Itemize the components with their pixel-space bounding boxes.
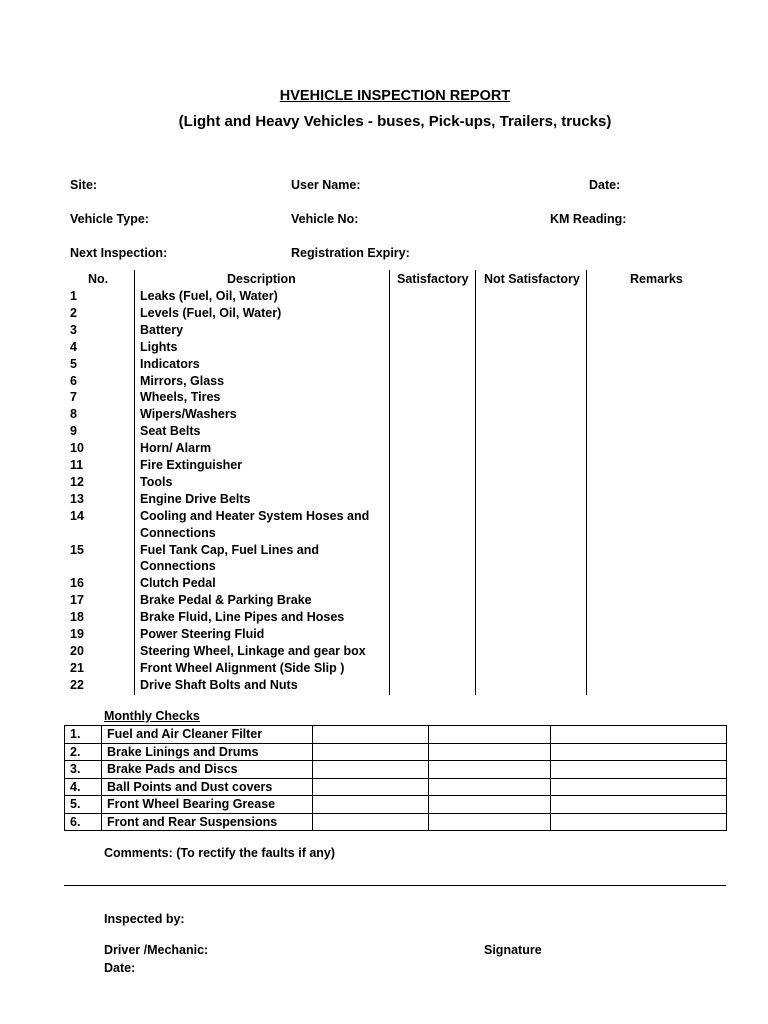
not-satisfactory-cell[interactable] bbox=[429, 743, 551, 761]
satisfactory-cell[interactable] bbox=[313, 813, 429, 831]
footer-date-label: Date: bbox=[104, 961, 136, 975]
row-number: 19 bbox=[70, 627, 84, 641]
monthly-row-description: Ball Points and Dust covers bbox=[102, 778, 313, 796]
row-number: 3 bbox=[70, 322, 77, 337]
header-not-satisfactory: Not Satisfactory bbox=[484, 272, 580, 286]
row-description-continued: Connections bbox=[140, 525, 216, 540]
row-description: Seat Belts bbox=[140, 424, 201, 439]
table-row-continuation bbox=[0, 559, 768, 576]
row-description: Tools bbox=[140, 474, 173, 489]
row-number: 5 bbox=[70, 356, 77, 371]
row-number: 7 bbox=[70, 390, 77, 405]
row-number: 13 bbox=[70, 491, 84, 506]
table-row bbox=[0, 661, 768, 678]
table-row bbox=[0, 441, 768, 458]
row-number: 15 bbox=[70, 542, 84, 557]
table-row bbox=[0, 492, 768, 509]
table-row bbox=[0, 340, 768, 357]
comments-label: Comments: (To rectify the faults if any) bbox=[104, 846, 336, 860]
header-remarks: Remarks bbox=[630, 272, 683, 286]
table-row bbox=[0, 593, 768, 610]
monthly-row-number: 2. bbox=[65, 743, 102, 761]
header-no: No. bbox=[88, 272, 109, 286]
row-description: Drive Shaft Bolts and Nuts bbox=[140, 677, 298, 692]
row-number: 1 bbox=[70, 289, 77, 303]
row-description: Clutch Pedal bbox=[140, 576, 216, 591]
table-row bbox=[0, 424, 768, 441]
km-reading-label: KM Reading: bbox=[550, 212, 627, 226]
table-row bbox=[0, 374, 768, 391]
table-row bbox=[0, 627, 768, 644]
table-row bbox=[0, 509, 768, 526]
monthly-checks-heading: Monthly Checks bbox=[104, 709, 200, 723]
row-description: Engine Drive Belts bbox=[140, 491, 251, 506]
table-row bbox=[0, 644, 768, 661]
row-number: 11 bbox=[70, 458, 84, 472]
remarks-cell[interactable] bbox=[551, 726, 727, 744]
row-description: Mirrors, Glass bbox=[140, 373, 225, 388]
site-label: Site: bbox=[70, 178, 98, 192]
not-satisfactory-cell[interactable] bbox=[429, 796, 551, 814]
not-satisfactory-cell[interactable] bbox=[429, 813, 551, 831]
report-title: HVEHICLE INSPECTION REPORT bbox=[279, 88, 511, 104]
row-number: 12 bbox=[70, 474, 84, 489]
row-number: 20 bbox=[70, 643, 84, 658]
row-number: 17 bbox=[70, 593, 84, 608]
header-satisfactory: Satisfactory bbox=[397, 272, 469, 286]
vehicle-type-label: Vehicle Type: bbox=[70, 212, 149, 226]
monthly-row-number: 6. bbox=[65, 813, 102, 831]
monthly-row-description: Front Wheel Bearing Grease bbox=[102, 796, 313, 814]
table-row bbox=[0, 610, 768, 627]
monthly-row-description: Fuel and Air Cleaner Filter bbox=[102, 726, 313, 744]
table-row bbox=[0, 543, 768, 560]
row-description: Front Wheel Alignment (Side Slip ) bbox=[140, 660, 345, 675]
row-description: Power Steering Fluid bbox=[140, 627, 265, 641]
user-name-label: User Name: bbox=[291, 178, 361, 192]
comments-line bbox=[64, 885, 726, 886]
monthly-row-number: 4. bbox=[65, 778, 102, 796]
row-number: 22 bbox=[70, 677, 84, 692]
header-description: Description bbox=[227, 272, 296, 286]
monthly-row bbox=[65, 796, 727, 814]
remarks-cell[interactable] bbox=[551, 796, 727, 814]
table-row bbox=[0, 475, 768, 492]
report-subtitle: (Light and Heavy Vehicles - buses, Pick-ups, Trailers, trucks) bbox=[178, 113, 612, 130]
not-satisfactory-cell[interactable] bbox=[429, 761, 551, 779]
row-description: Lights bbox=[140, 339, 178, 354]
remarks-cell[interactable] bbox=[551, 761, 727, 779]
row-description: Wheels, Tires bbox=[140, 390, 221, 405]
monthly-checks-table bbox=[64, 725, 727, 831]
table-row-continuation bbox=[0, 526, 768, 543]
not-satisfactory-cell[interactable] bbox=[429, 726, 551, 744]
registration-expiry-label: Registration Expiry: bbox=[291, 246, 410, 260]
row-description: Brake Fluid, Line Pipes and Hoses bbox=[140, 610, 345, 625]
row-description: Wipers/Washers bbox=[140, 407, 237, 422]
row-number: 9 bbox=[70, 424, 77, 439]
row-description: Steering Wheel, Linkage and gear box bbox=[140, 643, 366, 658]
vehicle-no-label: Vehicle No: bbox=[291, 212, 359, 226]
monthly-row-number: 3. bbox=[65, 761, 102, 779]
monthly-row bbox=[65, 726, 727, 744]
table-row bbox=[0, 306, 768, 323]
monthly-row-number: 1. bbox=[65, 726, 102, 744]
row-description: Cooling and Heater System Hoses and bbox=[140, 508, 370, 523]
row-number: 21 bbox=[70, 660, 84, 675]
table-row bbox=[0, 289, 768, 306]
row-number: 18 bbox=[70, 610, 84, 625]
table-row bbox=[0, 458, 768, 475]
inspected-by-label: Inspected by: bbox=[104, 912, 185, 926]
not-satisfactory-cell[interactable] bbox=[429, 778, 551, 796]
row-number: 8 bbox=[70, 407, 77, 422]
satisfactory-cell[interactable] bbox=[313, 761, 429, 779]
row-number: 14 bbox=[70, 508, 84, 523]
table-row bbox=[0, 576, 768, 593]
table-row bbox=[0, 357, 768, 374]
row-description: Battery bbox=[140, 322, 184, 337]
row-description: Indicators bbox=[140, 356, 200, 371]
date-label: Date: bbox=[589, 178, 621, 192]
signature-label: Signature bbox=[484, 943, 542, 957]
remarks-cell[interactable] bbox=[551, 813, 727, 831]
table-row bbox=[0, 678, 768, 695]
row-description: Horn/ Alarm bbox=[140, 441, 212, 456]
monthly-row bbox=[65, 778, 727, 796]
next-inspection-label: Next Inspection: bbox=[70, 246, 168, 260]
monthly-row bbox=[65, 761, 727, 779]
table-row bbox=[0, 323, 768, 340]
row-description: Fuel Tank Cap, Fuel Lines and bbox=[140, 542, 319, 557]
monthly-row-description: Front and Rear Suspensions bbox=[102, 813, 313, 831]
row-description: Levels (Fuel, Oil, Water) bbox=[140, 305, 282, 320]
monthly-row bbox=[65, 743, 727, 761]
satisfactory-cell[interactable] bbox=[313, 743, 429, 761]
driver-mechanic-label: Driver /Mechanic: bbox=[104, 943, 209, 957]
row-description-continued: Connections bbox=[140, 559, 216, 574]
monthly-row-number: 5. bbox=[65, 796, 102, 814]
row-number: 2 bbox=[70, 305, 77, 320]
monthly-row bbox=[65, 813, 727, 831]
satisfactory-cell[interactable] bbox=[313, 796, 429, 814]
monthly-row-description: Brake Pads and Discs bbox=[102, 761, 313, 779]
remarks-cell[interactable] bbox=[551, 743, 727, 761]
satisfactory-cell[interactable] bbox=[313, 778, 429, 796]
row-number: 16 bbox=[70, 576, 84, 591]
table-row bbox=[0, 390, 768, 407]
row-number: 6 bbox=[70, 373, 77, 388]
row-description: Fire Extinguisher bbox=[140, 458, 243, 472]
monthly-row-description: Brake Linings and Drums bbox=[102, 743, 313, 761]
satisfactory-cell[interactable] bbox=[313, 726, 429, 744]
remarks-cell[interactable] bbox=[551, 778, 727, 796]
row-description: Brake Pedal & Parking Brake bbox=[140, 593, 312, 608]
table-row bbox=[0, 407, 768, 424]
row-description: Leaks (Fuel, Oil, Water) bbox=[140, 289, 278, 303]
row-number: 10 bbox=[70, 441, 84, 456]
row-number: 4 bbox=[70, 339, 77, 354]
